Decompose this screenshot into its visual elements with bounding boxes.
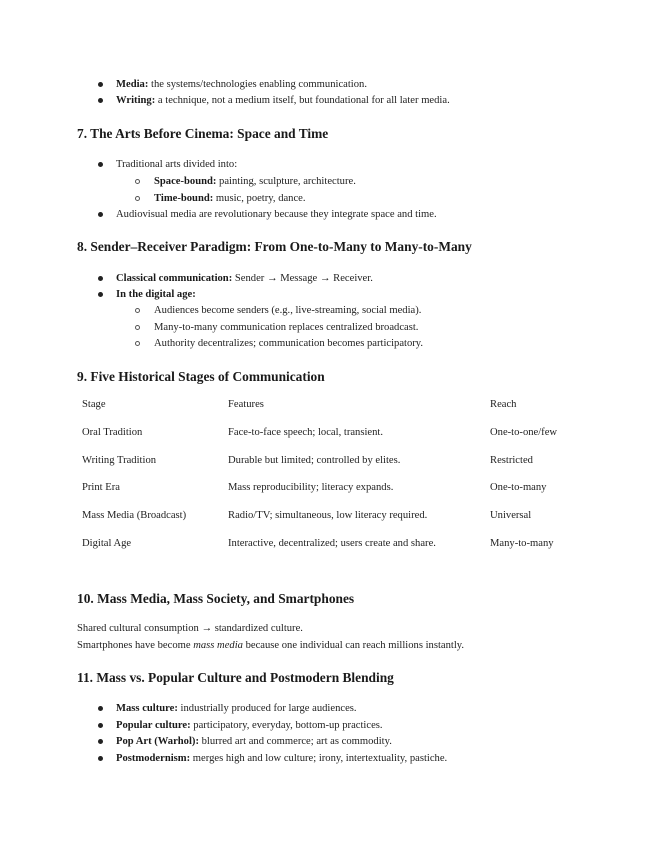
- emphasis: mass media: [193, 640, 243, 651]
- table-cell: One-to-one/few: [490, 427, 558, 438]
- list-item-digital-age: [116, 288, 196, 302]
- definition: participatory, everyday, bottom-up practices.: [190, 720, 383, 731]
- term: Space-bound:: [154, 176, 217, 187]
- table-header: Stage: [82, 399, 106, 410]
- term: Writing:: [116, 95, 156, 106]
- definition: blurred art and commerce; art as commodity.: [198, 736, 392, 747]
- term: Postmodernism:: [116, 753, 191, 764]
- circle-bullet-icon: [135, 196, 140, 201]
- paragraph-line: Shared cultural consumption → standardized culture.: [77, 623, 303, 634]
- table-cell: Durable but limited; controlled by elites.: [228, 455, 401, 466]
- text: Smartphones have become: [77, 640, 194, 651]
- list-item-pop-art: [116, 735, 392, 749]
- table-cell: Mass Media (Broadcast): [82, 510, 187, 521]
- term: Time-bound:: [154, 193, 214, 204]
- circle-bullet-icon: [135, 308, 140, 313]
- term: In the digital age:: [116, 289, 196, 300]
- text: because one individual can reach millions instantly.: [242, 640, 465, 651]
- table-cell: Mass reproducibility; literacy expands.: [228, 482, 394, 493]
- bullet-icon: [98, 739, 103, 744]
- definition: merges high and low culture; irony, intertextuality, pastiche.: [190, 753, 448, 764]
- definition: industrially produced for large audiences.: [177, 703, 357, 714]
- table-cell: Digital Age: [82, 538, 132, 549]
- bullet-icon: [98, 756, 103, 761]
- list-item-classical-communication: [116, 272, 373, 286]
- table-cell: Writing Tradition: [82, 455, 157, 466]
- definition: music, poetry, dance.: [213, 193, 306, 204]
- definition: Sender → Message → Receiver.: [232, 273, 373, 284]
- list-item-audiovisual: Audiovisual media are revolutionary because they integrate space and time.: [116, 209, 437, 220]
- bullet-icon: [98, 212, 103, 217]
- bullet-icon: [98, 162, 103, 167]
- table-cell: Print Era: [82, 482, 120, 493]
- term: Classical communication:: [116, 273, 233, 284]
- list-item-postmodernism: [116, 752, 447, 766]
- table-cell: Face-to-face speech; local, transient.: [228, 427, 384, 438]
- sublist-item: Many-to-many communication replaces centralized broadcast.: [154, 322, 419, 333]
- table-cell: Oral Tradition: [82, 427, 143, 438]
- term: Pop Art (Warhol):: [116, 736, 199, 747]
- term: Popular culture:: [116, 720, 191, 731]
- table-header: Reach: [490, 399, 517, 410]
- list-item-traditional-arts: Traditional arts divided into:: [116, 159, 238, 170]
- section-11-heading: 11. Mass vs. Popular Culture and Postmodern Blending: [77, 670, 394, 685]
- bullet-icon: [98, 276, 103, 281]
- table-cell: Radio/TV; simultaneous, low literacy required.: [228, 510, 428, 521]
- bullet-icon: [98, 292, 103, 297]
- term: Media:: [116, 79, 149, 90]
- table-cell: Restricted: [490, 455, 533, 466]
- table-cell: One-to-many: [490, 482, 547, 493]
- bullet-icon: [98, 98, 103, 103]
- list-item-media: [116, 78, 367, 92]
- circle-bullet-icon: [135, 325, 140, 330]
- section-8-heading: 8. Sender–Receiver Paradigm: From One-to-Many to Many-to-Many: [77, 239, 472, 254]
- table-cell: Interactive, decentralized; users create and share.: [228, 538, 436, 549]
- list-item-mass-culture: [116, 702, 357, 716]
- definition: a technique, not a medium itself, but foundational for all later media.: [155, 95, 450, 106]
- section-7-heading: 7. The Arts Before Cinema: Space and Time: [77, 126, 329, 141]
- sublist-item-space-bound: [154, 175, 356, 189]
- circle-bullet-icon: [135, 179, 140, 184]
- bullet-icon: [98, 82, 103, 87]
- sublist-item-time-bound: [154, 192, 306, 206]
- table-cell: Many-to-many: [490, 538, 554, 549]
- bullet-icon: [98, 706, 103, 711]
- definition: painting, sculpture, architecture.: [216, 176, 356, 187]
- definition: the systems/technologies enabling communication.: [148, 79, 367, 90]
- paragraph-line: [77, 639, 464, 653]
- circle-bullet-icon: [135, 341, 140, 346]
- list-item-popular-culture: [116, 719, 383, 733]
- sublist-item: Authority decentralizes; communication becomes participatory.: [154, 338, 424, 349]
- table-cell: Universal: [490, 510, 532, 521]
- bullet-icon: [98, 723, 103, 728]
- table-header: Features: [228, 399, 264, 410]
- term: Mass culture:: [116, 703, 178, 714]
- sublist-item: Audiences become senders (e.g., live-streaming, social media).: [154, 305, 422, 316]
- list-item-writing: [116, 94, 450, 108]
- section-10-heading: 10. Mass Media, Mass Society, and Smartphones: [77, 591, 355, 606]
- section-9-heading: 9. Five Historical Stages of Communication: [77, 369, 325, 384]
